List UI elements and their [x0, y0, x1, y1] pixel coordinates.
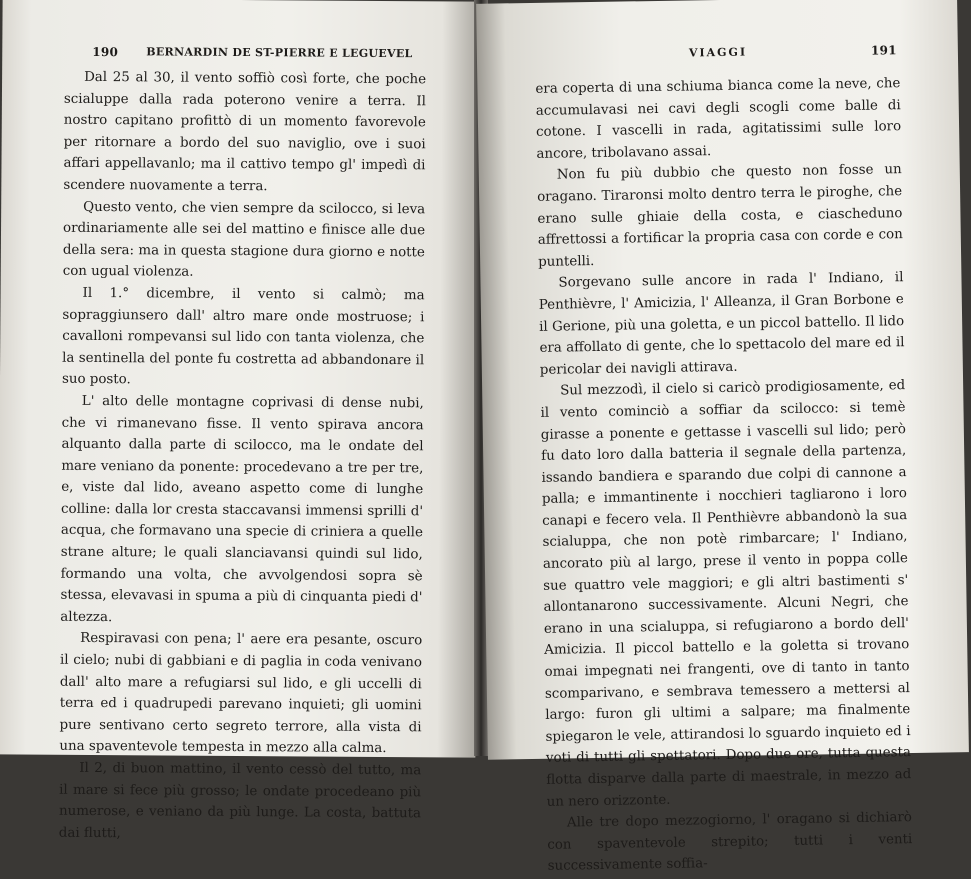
- paragraph: Alle tre dopo mezzogiorno, l' oragano si dichiarò con spaventevole strepito; tutti i venti successivamente soffia-: [547, 810, 913, 875]
- paragraph: Non fu più dubbio che questo non fosse un oragano. Tiraronsi molto dentro terra le piroghe, che erano sulle ghiaie della costa, e ciascheduno affrettossi a fortificar la propria casa con corde e con puntelli.: [537, 162, 903, 270]
- paragraph: Sul mezzodì, il cielo si caricò prodigiosamente, ed il vento cominciò a soffiar da scilocco: si temè girasse a ponente e gettasse i vascelli sul lido; però fu dato loro dalla batteria il segnale della partenza, issando bandiera e sparando due colpi di cannone a palla; e immantinente i nocchieri tagliarono i loro canapi e fecero vela. Il Penthièvre abbandonò la sua scialuppa, che non potè rimbarcare; l' Indiano, ancorato più al largo, prese il vento in poppa colle sue quattro vele maggiori; e gli altri bastimenti s' allontanarono successivamente. Alcuni Negri, che erano in una scialuppa, si refugiarono a bordo dell' Amicizia. Il piccol battello e la goletta si trovano omai impegnati nei frangenti, ove di tanto in tanto scomparivano, e sembrava temessero a mettersi al largo: furon gli ultimi a salpare; ma finalmente spiegaron le vele, attirandosi lo sguardo inquieto ed i voti di tutti gli spettatori. Dopo due ore, tutta questa flotta disparve dalla parte di maestrale, in mezzo ad un nero orizzonte.: [540, 378, 912, 810]
- right-page-body: [535, 73, 913, 878]
- page-number: 190: [92, 44, 119, 60]
- right-page: [476, 0, 969, 875]
- paragraph: L' alto delle montagne coprivasi di dense nubi, che vi rimanevano fisse. Il vento spirava ancora alquanto dalla parte di scilocco, ma le ondate del mare veniano da ponente: procedevano a tre per tre, e, viste dal lido, aveano aspetto come di lunghe colline: dalla lor cresta staccavansi immensi sprilli d' acqua, che formavano una specie di criniera a quelle strane alture; le quali slanciavansi quindi sul lido, formando una volta, che avvolgendosi sopra sè stessa, elevavasi in spuma a più di cinquanta piedi d' altezza.: [60, 393, 424, 625]
- paragraph: Sorgevano sulle ancore in rada l' Indiano, il Penthièvre, l' Amicizia, l' Alleanza, il Gran Borbone e il Gerione, più una goletta, e un piccol battello. Il lido era affollato di gente, che lo spettacolo del mare ed il pericolar dei navigli attirava.: [538, 270, 905, 378]
- page-number: 191: [870, 43, 897, 58]
- left-page: [0, 0, 481, 841]
- paragraph: Questo vento, che vien sempre da scilocco, si leva ordinariamente alle sei del mattino e finisce alle due della sera: ma in questa stagione dura giorno e notte con ugual violenza.: [62, 199, 426, 281]
- paragraph: Dal 25 al 30, il vento soffiò così forte, che poche scialuppe dalla rada poterono venire a terra. Il nostro capitano profittò di un momento favorevole per ritornare a bordo del suo naviglio, ove i suoi affari appellavanlo; ma il cattivo tempo gl' impedì di scendere nuovamente a terra.: [63, 69, 427, 195]
- running-head: BERNARDIN DE ST-PIERRE E LEGUEVEL: [146, 45, 413, 61]
- paragraph: era coperta di una schiuma bianca come la neve, che accumulavasi nei cavi degli scogli come balle di cotone. I vascelli in rada, agitatissimi sulle loro ancore, tribolavano assai.: [535, 76, 902, 162]
- paragraph: Il 1.° dicembre, il vento si calmò; ma sopraggiunsero dall' altro mare onde mostruose; i cavalloni rompevansi sul lido con tanta violenza, che la sentinella del ponte fu costretta ad abbandonare il suo posto.: [61, 285, 425, 388]
- paragraph: Il 2, di buon mattino, il vento cessò del tutto, ma il mare si fece più grosso; le ondate procedeano più numerose, e veniano da più lunge. La costa, battuta dai flutti,: [58, 760, 422, 841]
- right-page-header: [537, 43, 897, 60]
- left-page-header: [92, 44, 432, 61]
- paragraph: Respiravasi con pena; l' aere era pesante, oscuro il cielo; nubi di gabbiani e di paglia in coda venivano dall' alto mare a refugiarsi sul lido, e gli uccelli di terra ed i quadrupedi parevano inquieti; gli uomini pure sentivano certo segreto terrore, alla vista di una spaventevole tempesta in mezzo alla calma.: [59, 631, 423, 757]
- left-page-body: [59, 67, 426, 847]
- running-head: VIAGGI: [688, 45, 748, 60]
